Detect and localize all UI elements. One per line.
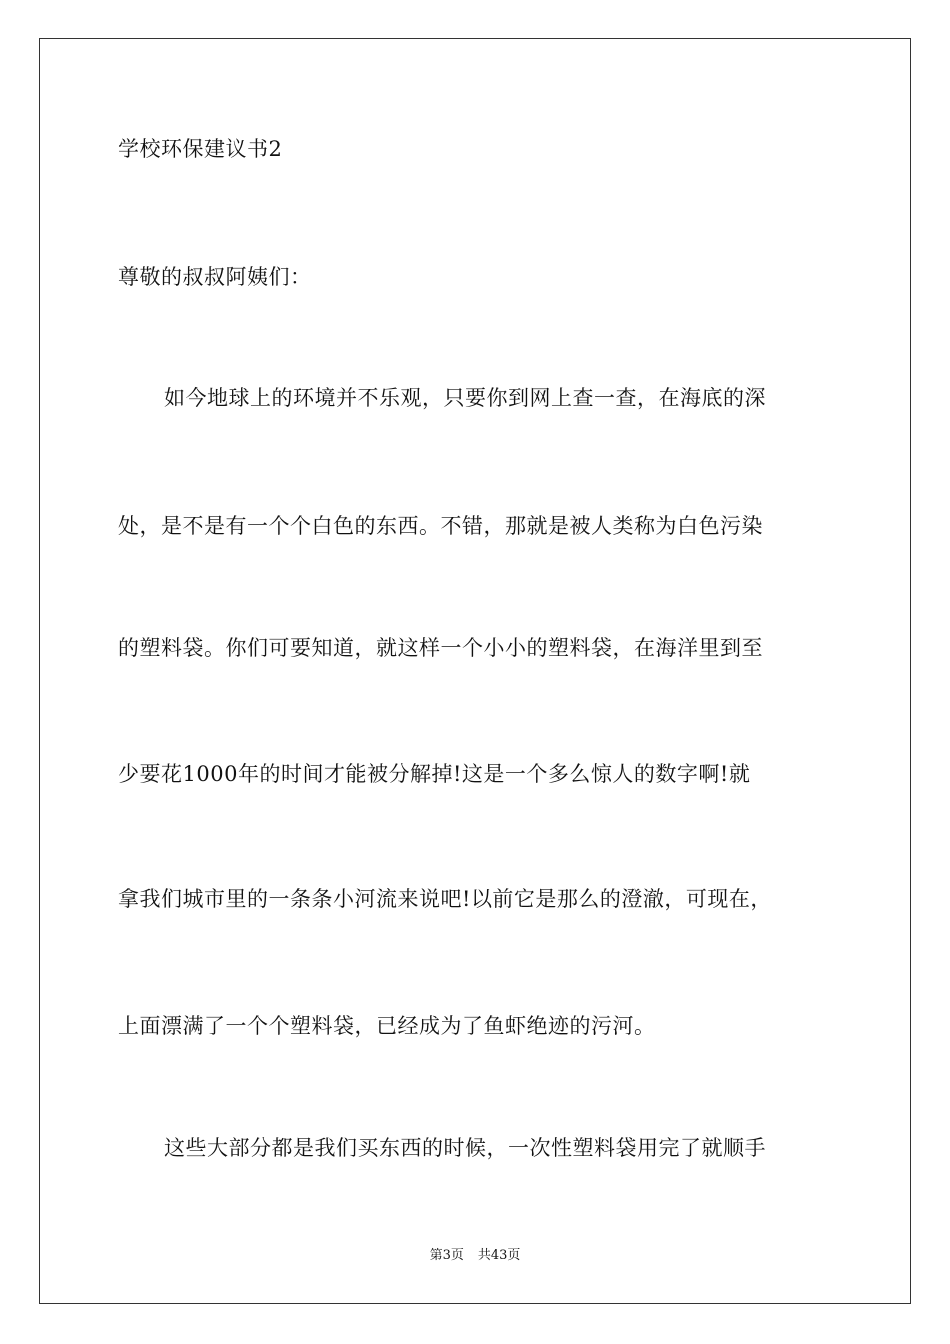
page-footer [0, 1247, 950, 1265]
paragraph-1-line-2: 处，是不是有一个个白色的东西。不错，那就是被人类称为白色污染 [118, 514, 763, 538]
paragraph-1-line-5: 拿我们城市里的一条条小河流来说吧!以前它是那么的澄澈，可现在， [118, 887, 772, 911]
paragraph-1-line-6: 上面漂满了一个个塑料袋，已经成为了鱼虾绝迹的污河。 [118, 1014, 656, 1038]
page-total: 共43页 [477, 1248, 521, 1263]
paragraph-1-line-3: 的塑料袋。你们可要知道，就这样一个小小的塑料袋，在海洋里到至 [118, 636, 763, 660]
page-number: 第3页 [429, 1248, 464, 1263]
salutation: 尊敬的叔叔阿姨们： [118, 265, 312, 289]
paragraph-1-line-1: 如今地球上的环境并不乐观，只要你到网上查一查，在海底的深 [164, 386, 766, 410]
page-border [39, 38, 911, 1304]
paragraph-2-line-1: 这些大部分都是我们买东西的时候，一次性塑料袋用完了就顺手 [164, 1136, 766, 1160]
document-title: 学校环保建议书2 [118, 137, 283, 161]
paragraph-1-line-4: 少要花1000年的时间才能被分解掉!这是一个多么惊人的数字啊!就 [118, 762, 751, 786]
